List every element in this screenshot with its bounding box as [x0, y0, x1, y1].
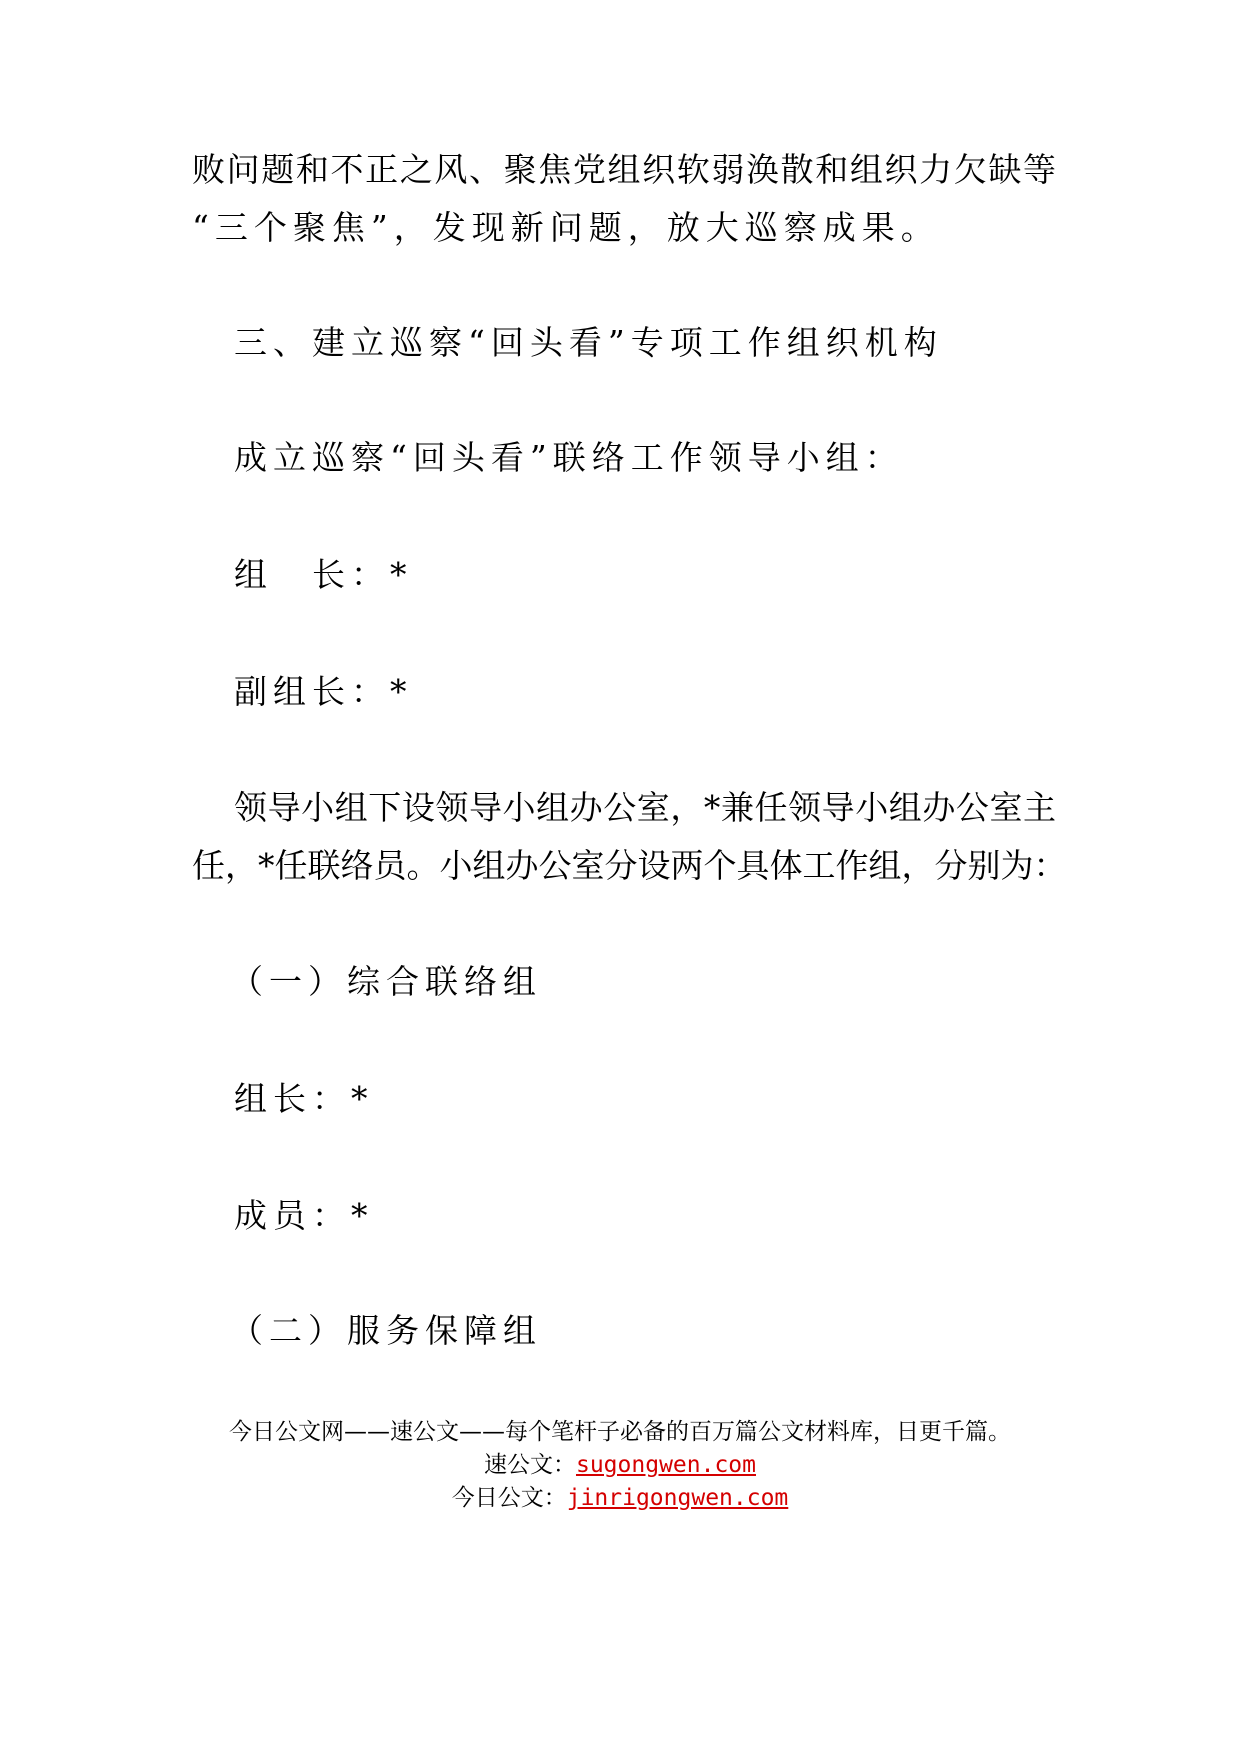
group1-members: 成员：*: [234, 1196, 374, 1235]
leader-group-intro: 成立巡察“回头看”联络工作领导小组：: [234, 438, 904, 477]
group1-title: （一）综合联络组: [230, 962, 542, 1001]
footer-site1-label: 速公文：: [483, 1452, 576, 1478]
footer-site2-label: 今日公文：: [451, 1485, 567, 1511]
group2-title: （二）服务保障组: [230, 1311, 542, 1350]
deputy-leader-line: 副组长：*: [234, 672, 413, 711]
office-line-2: 任，*任联络员。小组办公室分设两个具体工作组，分别为：: [192, 846, 1067, 885]
paragraph-line-2: “三个聚焦”，发现新问题，放大巡察成果。: [192, 208, 940, 247]
group1-leader: 组长：*: [234, 1079, 374, 1118]
office-line-1: 领导小组下设领导小组办公室，*兼任领导小组办公室主: [234, 788, 1056, 827]
footer-site2: [0, 1483, 1240, 1513]
leader-line: 组 长：*: [234, 555, 413, 594]
footer-site1: [0, 1450, 1240, 1480]
footer-site2-link[interactable]: jinrigongwen.com: [566, 1485, 789, 1511]
section-heading-3: 三、建立巡察“回头看”专项工作组织机构: [234, 323, 943, 362]
footer-slogan: 今日公文网——速公文——每个笔杆子必备的百万篇公文材料库，日更千篇。: [229, 1419, 1011, 1445]
footer-site1-link[interactable]: sugongwen.com: [575, 1452, 756, 1478]
paragraph-line-1: 败问题和不正之风、聚焦党组织软弱涣散和组织力欠缺等: [192, 150, 1056, 189]
